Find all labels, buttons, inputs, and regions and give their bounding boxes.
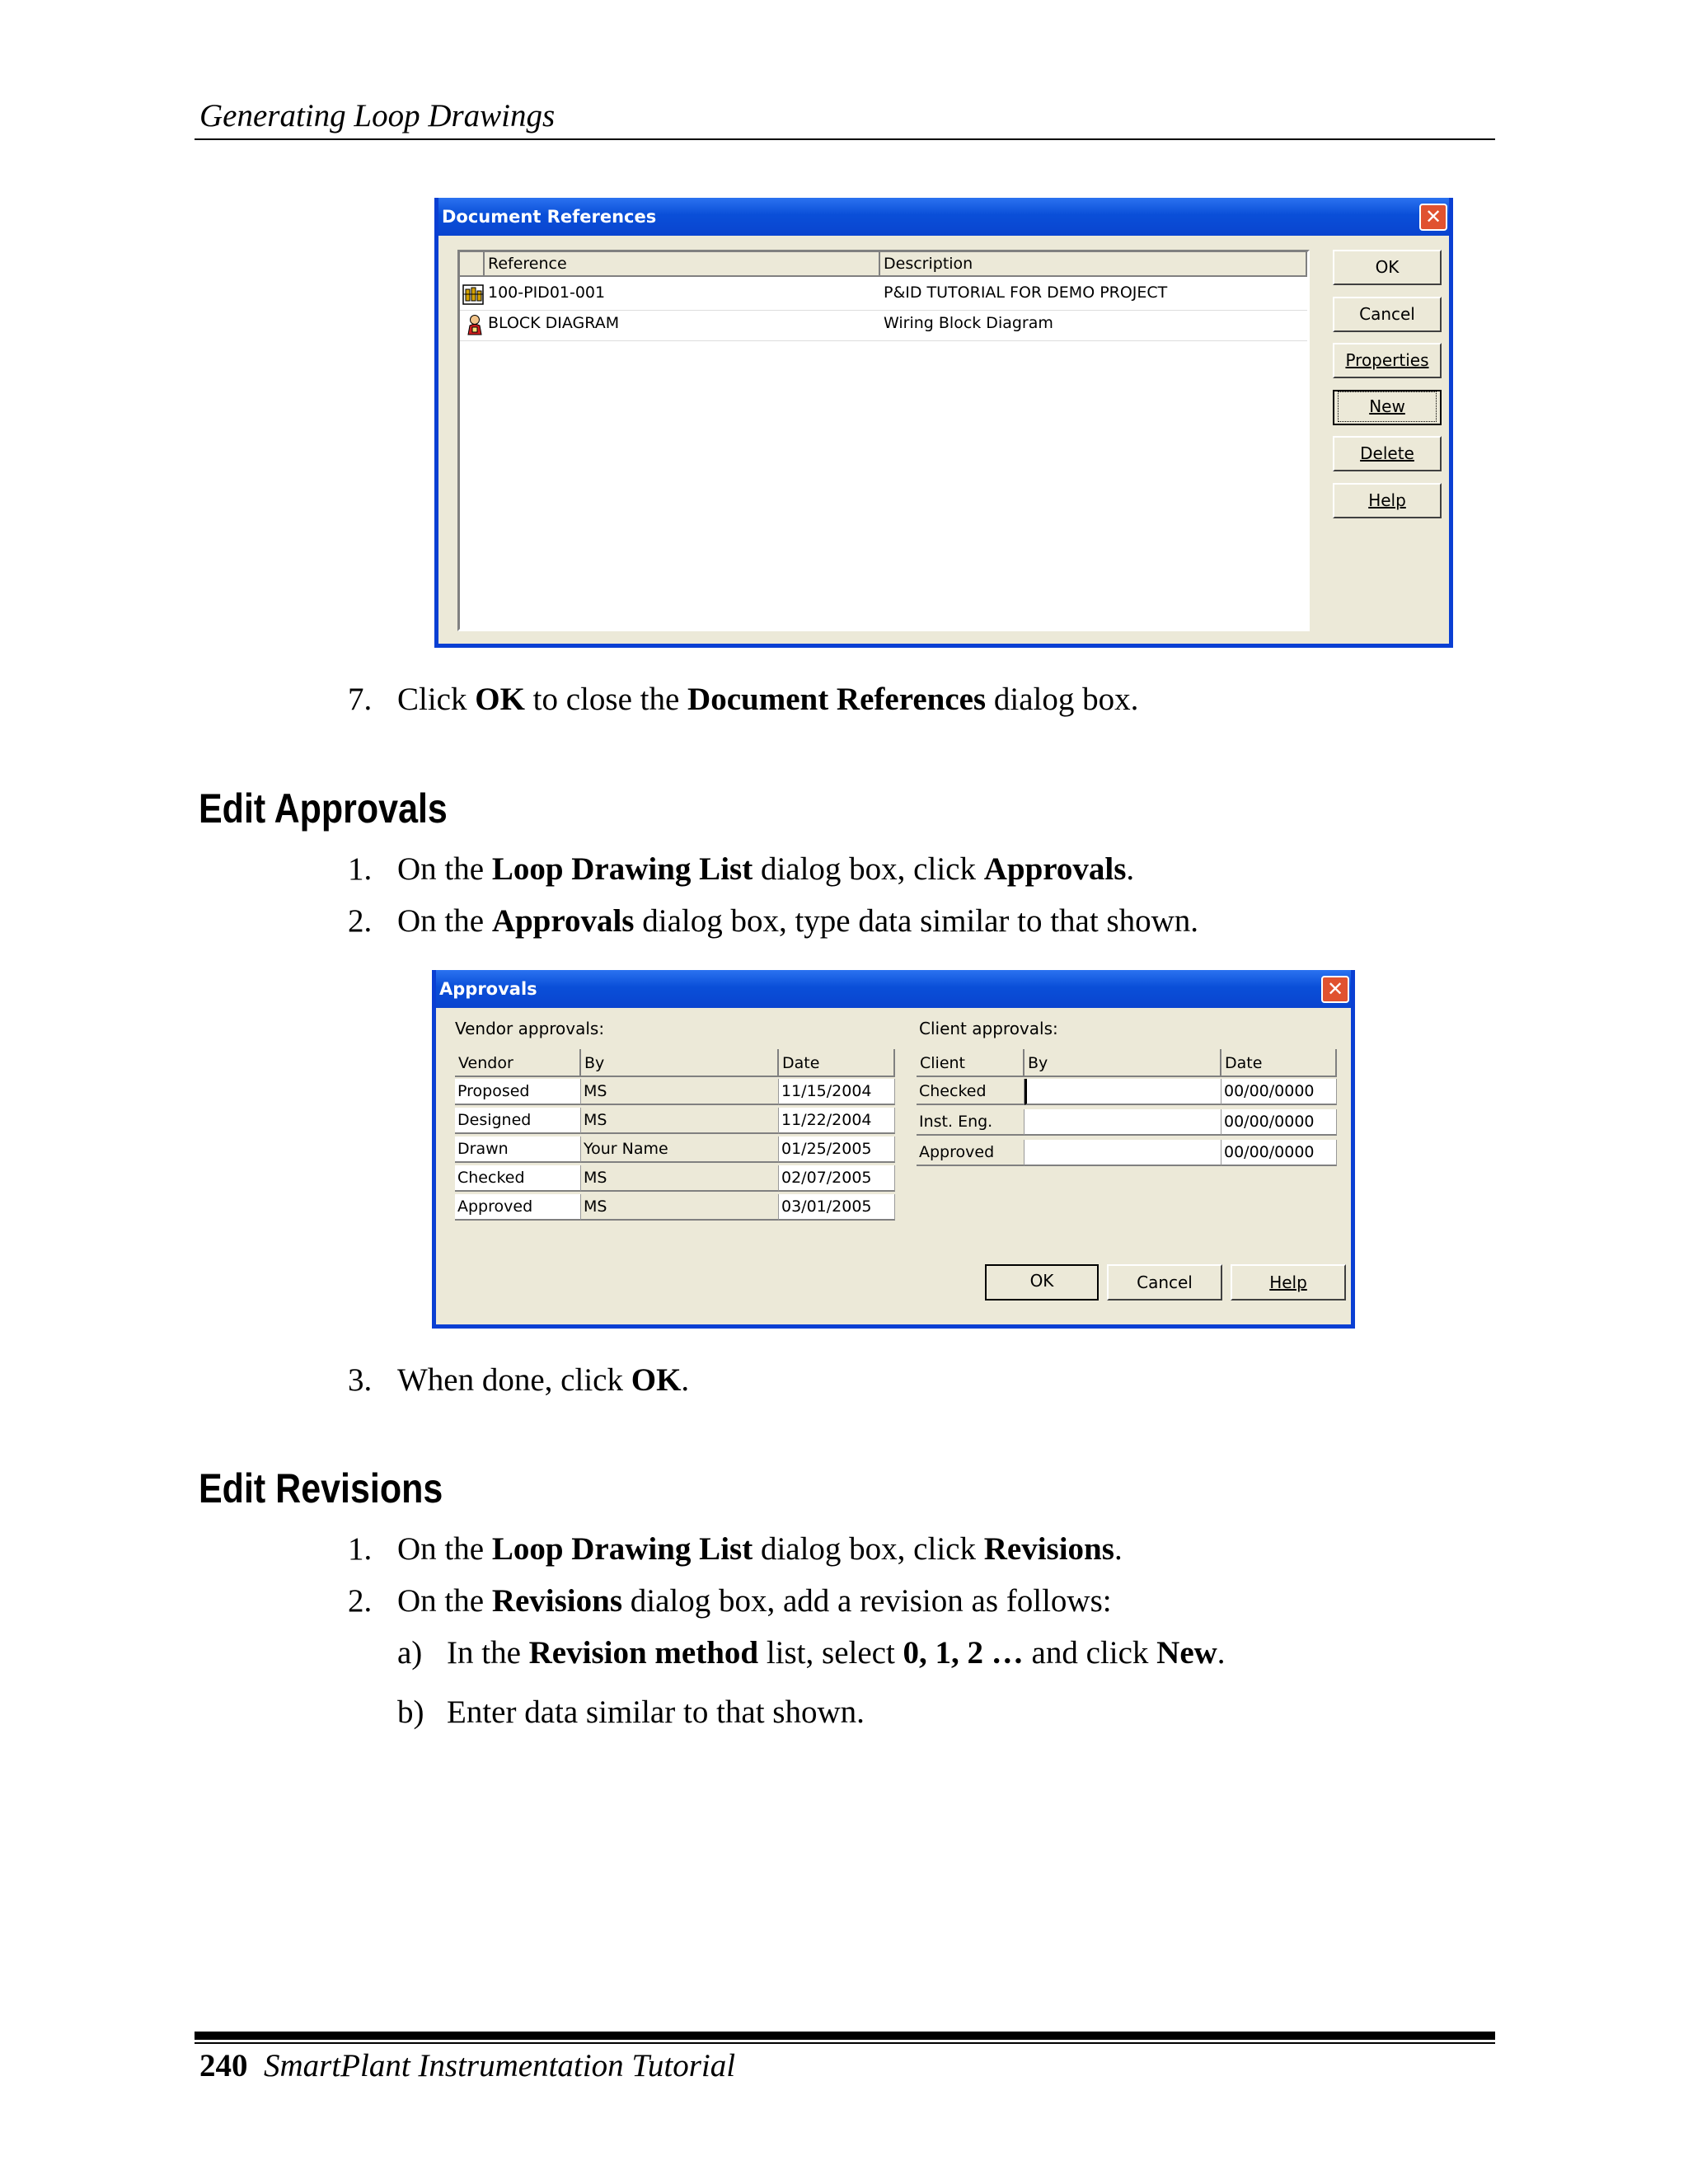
reference-cell: 100-PID01-001 (488, 284, 606, 302)
approvals-step-2 (348, 902, 1198, 940)
by-cell[interactable]: MS (581, 1194, 779, 1221)
vendor-cell: Proposed (455, 1079, 581, 1105)
step-bold: Approvals (491, 903, 635, 939)
step-number: 3. (348, 1362, 373, 1398)
step-text: Click (397, 682, 476, 717)
step-text: . (1114, 1531, 1123, 1567)
step-text: dialog box, click (753, 1531, 984, 1567)
new-label-focus (1338, 391, 1437, 422)
step-number: 2. (348, 1583, 373, 1619)
by-input[interactable] (1025, 1140, 1221, 1166)
by-cell[interactable]: MS (581, 1079, 779, 1105)
cancel-button[interactable]: Cancel (1107, 1264, 1222, 1301)
revisions-step-2 (348, 1582, 1112, 1619)
step-text: and click (1023, 1635, 1157, 1671)
close-icon[interactable]: ✕ (1419, 204, 1447, 231)
ok-button[interactable]: OK (1333, 250, 1442, 285)
step-text: dialog box, click (753, 851, 984, 887)
vendor-cell: Drawn (455, 1137, 581, 1163)
help-button[interactable] (1231, 1264, 1346, 1301)
delete-button[interactable] (1333, 436, 1442, 471)
step-bold: Document References (687, 682, 987, 717)
step-number: a) (397, 1635, 423, 1671)
table-row[interactable] (460, 280, 1307, 311)
step-number: b) (397, 1694, 424, 1730)
footer-rule-thick (195, 2032, 1495, 2040)
dialog-title: Approvals (439, 979, 537, 999)
step-bold: Loop Drawing List (491, 851, 753, 887)
step-text: On the (397, 903, 492, 939)
step-text: When done, click (397, 1362, 631, 1398)
by-cell[interactable]: Your Name (581, 1137, 779, 1163)
cancel-button[interactable]: Cancel (1333, 297, 1442, 332)
step-bold: Revision method (528, 1635, 759, 1671)
step-text: . (1126, 851, 1135, 887)
column-header-client[interactable]: Client (917, 1049, 1025, 1077)
footer-rule-thin (195, 2042, 1495, 2044)
by-cell[interactable]: MS (581, 1165, 779, 1192)
column-header-reference[interactable]: Reference (485, 252, 880, 277)
client-cell: Inst. Eng. (917, 1109, 1025, 1136)
step-bold: Approvals (983, 851, 1127, 887)
column-header-vendor[interactable]: Vendor (455, 1049, 581, 1077)
step-text: . (1217, 1635, 1226, 1671)
client-cell: Approved (917, 1140, 1025, 1166)
dialog-titlebar[interactable] (436, 970, 1351, 1008)
row-header-corner (460, 252, 485, 277)
references-list[interactable] (457, 250, 1310, 631)
step-bold: 0, 1, 2 … (903, 1635, 1024, 1671)
table-row[interactable] (460, 311, 1307, 341)
revisions-substep-a (397, 1634, 1226, 1671)
vendor-approvals-label: Vendor approvals: (455, 1019, 605, 1038)
approvals-step-3 (348, 1361, 689, 1399)
step-bold: OK (475, 682, 525, 717)
step-bold: Revisions (983, 1531, 1114, 1567)
column-header-by[interactable]: By (1025, 1049, 1221, 1077)
step-number: 1. (348, 851, 373, 887)
step-text: On the (397, 1531, 492, 1567)
properties-button[interactable] (1333, 343, 1442, 378)
approvals-dialog (432, 970, 1355, 1329)
client-cell: Checked (917, 1079, 1025, 1105)
vendor-cell: Designed (455, 1108, 581, 1134)
step-7 (348, 681, 1138, 718)
dialog-titlebar[interactable] (438, 198, 1449, 236)
date-cell[interactable]: 11/15/2004 (779, 1079, 895, 1105)
close-icon[interactable]: ✕ (1321, 976, 1349, 1003)
step-text: Enter data similar to that shown. (447, 1694, 865, 1730)
help-label: Help (1368, 490, 1406, 510)
column-header-description[interactable]: Description (880, 252, 1307, 277)
step-text: list, select (758, 1635, 903, 1671)
step-text: . (681, 1362, 690, 1398)
step-bold: Revisions (491, 1583, 623, 1619)
step-text: dialog box. (986, 682, 1139, 717)
date-cell[interactable]: 02/07/2005 (779, 1165, 895, 1192)
revisions-substep-b (397, 1694, 865, 1731)
step-bold: Loop Drawing List (491, 1531, 753, 1567)
approvals-step-1 (348, 851, 1134, 888)
reference-cell: BLOCK DIAGRAM (488, 314, 620, 332)
vendor-cell: Checked (455, 1165, 581, 1192)
step-bold: OK (631, 1362, 682, 1398)
date-cell[interactable]: 03/01/2005 (779, 1194, 895, 1221)
section-heading-edit-approvals: Edit Approvals (199, 785, 448, 832)
revisions-step-1 (348, 1530, 1123, 1568)
step-text: In the (447, 1635, 529, 1671)
dialog-title: Document References (442, 207, 657, 227)
document-references-dialog (434, 198, 1453, 648)
date-cell[interactable]: 00/00/0000 (1221, 1109, 1337, 1136)
running-header: Generating Loop Drawings (199, 98, 556, 134)
client-approvals-label: Client approvals: (919, 1019, 1058, 1038)
dialog-client (436, 1008, 1351, 1324)
pid-drawing-icon (462, 283, 485, 306)
page-number: 240 (199, 2048, 248, 2083)
date-cell[interactable]: 01/25/2005 (779, 1137, 895, 1163)
step-text: On the (397, 851, 492, 887)
date-cell[interactable]: 11/22/2004 (779, 1108, 895, 1134)
delete-label: Delete (1360, 443, 1414, 463)
column-header-by[interactable]: By (581, 1049, 779, 1077)
footer-title: SmartPlant Instrumentation Tutorial (264, 2048, 736, 2083)
step-text: On the (397, 1583, 492, 1619)
header-rule (195, 138, 1495, 140)
by-input[interactable] (1025, 1079, 1221, 1105)
step-text: to close the (524, 682, 688, 717)
vendor-cell: Approved (455, 1194, 581, 1221)
column-header-date[interactable]: Date (779, 1049, 895, 1077)
by-cell[interactable]: MS (581, 1108, 779, 1134)
date-cell[interactable]: 00/00/0000 (1221, 1079, 1337, 1105)
client-approvals-grid[interactable] (917, 1049, 1337, 1171)
step-number: 2. (348, 903, 373, 939)
properties-label: Properties (1345, 350, 1429, 370)
step-text: dialog box, type data similar to that shown. (634, 903, 1199, 939)
description-cell: Wiring Block Diagram (884, 314, 1053, 332)
by-input[interactable] (1025, 1109, 1221, 1136)
footer (199, 2047, 735, 2084)
step-number: 7. (348, 682, 373, 717)
step-number: 1. (348, 1531, 373, 1567)
vendor-approvals-grid[interactable] (455, 1049, 895, 1231)
new-button[interactable] (1333, 390, 1442, 425)
description-cell: P&ID TUTORIAL FOR DEMO PROJECT (884, 284, 1168, 302)
column-header-date[interactable]: Date (1221, 1049, 1337, 1077)
dialog-client (438, 236, 1449, 644)
step-bold: New (1156, 1635, 1217, 1671)
date-cell[interactable]: 00/00/0000 (1221, 1140, 1337, 1166)
step-text: dialog box, add a revision as follows: (622, 1583, 1112, 1619)
section-heading-edit-revisions: Edit Revisions (199, 1465, 443, 1511)
help-button[interactable] (1333, 483, 1442, 518)
ok-button[interactable]: OK (985, 1264, 1099, 1301)
person-icon (463, 313, 486, 336)
help-label: Help (1269, 1272, 1307, 1292)
new-label: New (1369, 396, 1405, 416)
